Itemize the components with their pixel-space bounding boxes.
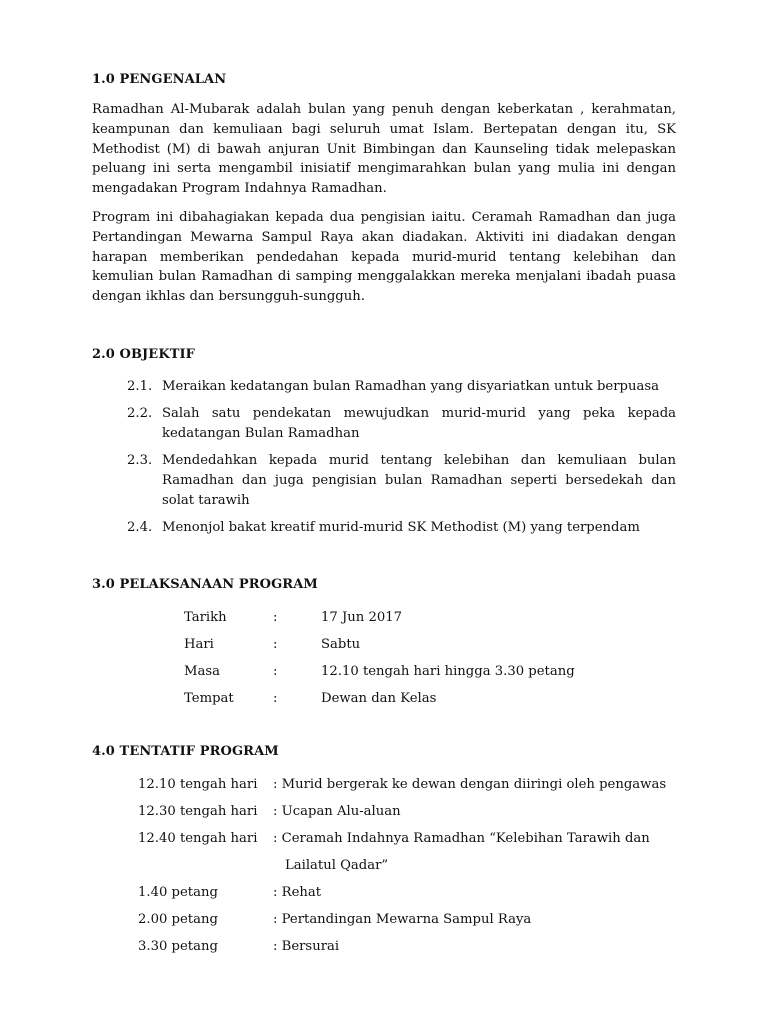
- objective-text: Menonjol bakat kreatif murid-murid SK Methodist (M) yang terpendam: [162, 520, 640, 535]
- schedule-time: 12.40 tengah hari: [138, 831, 258, 846]
- schedule-activity: : Ceramah Indahnya Ramadhan “Kelebihan Tarawih dan: [273, 831, 650, 846]
- section-heading-objektif: 2.0 OBJEKTIF: [92, 347, 195, 362]
- detail-separator: :: [273, 691, 278, 706]
- detail-label: Hari: [184, 637, 214, 652]
- section-heading-pengenalan: 1.0 PENGENALAN: [92, 72, 227, 87]
- objective-number: 2.2.: [127, 406, 153, 421]
- objective-text: Mendedahkan kepada murid tentang kelebihan dan kemuliaan bulan Ramadhan dan juga pengisian bulan Ramadhan seperti bersedekah dan solat tarawih: [162, 453, 676, 508]
- schedule-time: 12.10 tengah hari: [138, 777, 258, 792]
- schedule-activity: : Rehat: [273, 885, 322, 900]
- detail-label: Masa: [184, 664, 220, 679]
- detail-label: Tarikh: [184, 610, 227, 625]
- detail-label: Tempat: [184, 691, 234, 706]
- detail-separator: :: [273, 637, 278, 652]
- detail-separator: :: [273, 610, 278, 625]
- objective-number: 2.3.: [127, 453, 153, 468]
- schedule-activity: : Murid bergerak ke dewan dengan diiringi oleh pengawas: [273, 777, 667, 792]
- objective-text: Salah satu pendekatan mewujudkan murid-murid yang peka kepada kedatangan Bulan Ramadhan: [162, 406, 676, 441]
- schedule-time: 3.30 petang: [138, 939, 218, 954]
- detail-value: Dewan dan Kelas: [321, 691, 437, 706]
- objective-number: 2.1.: [127, 379, 153, 394]
- objective-text: Meraikan kedatangan bulan Ramadhan yang disyariatkan untuk berpuasa: [162, 379, 659, 394]
- schedule-activity: : Ucapan Alu-aluan: [273, 804, 401, 819]
- section-heading-pelaksanaan: 3.0 PELAKSANAAN PROGRAM: [92, 577, 318, 592]
- paragraph-intro-2: Program ini dibahagiakan kepada dua pengisian iaitu. Ceramah Ramadhan dan juga Pertandingan Mewarna Sampul Raya akan diadakan. Aktiviti ini diadakan dengan harapan memberikan pendedahan kepada murid-murid tentang kelebihan dan kemulian bulan Ramadhan di samping menggalakkan mereka menjalani ibadah puasa dengan ikhlas dan bersungguh-sungguh.: [92, 210, 676, 305]
- schedule-activity-continued: Lailatul Qadar”: [285, 858, 389, 873]
- schedule-time: 2.00 petang: [138, 912, 218, 927]
- schedule-time: 1.40 petang: [138, 885, 218, 900]
- schedule-time: 12.30 tengah hari: [138, 804, 258, 819]
- schedule-activity: : Bersurai: [273, 939, 340, 954]
- section-heading-tentatif: 4.0 TENTATIF PROGRAM: [92, 744, 279, 759]
- schedule-activity: : Pertandingan Mewarna Sampul Raya: [273, 912, 532, 927]
- detail-value: 12.10 tengah hari hingga 3.30 petang: [321, 664, 575, 679]
- detail-value: Sabtu: [321, 637, 361, 652]
- objective-number: 2.4.: [127, 520, 153, 535]
- detail-separator: :: [273, 664, 278, 679]
- detail-value: 17 Jun 2017: [321, 610, 402, 625]
- paragraph-intro-1: Ramadhan Al-Mubarak adalah bulan yang penuh dengan keberkatan , kerahmatan, keampunan dan kemuliaan bagi seluruh umat Islam. Bertepatan dengan itu, SK Methodist (M) di bawah anjuran Unit Bimbingan dan Kaunseling tidak melepaskan peluang ini serta mengambil inisiatif mengimarahkan bulan yang mulia ini dengan mengadakan Program Indahnya Ramadhan.: [92, 102, 676, 197]
